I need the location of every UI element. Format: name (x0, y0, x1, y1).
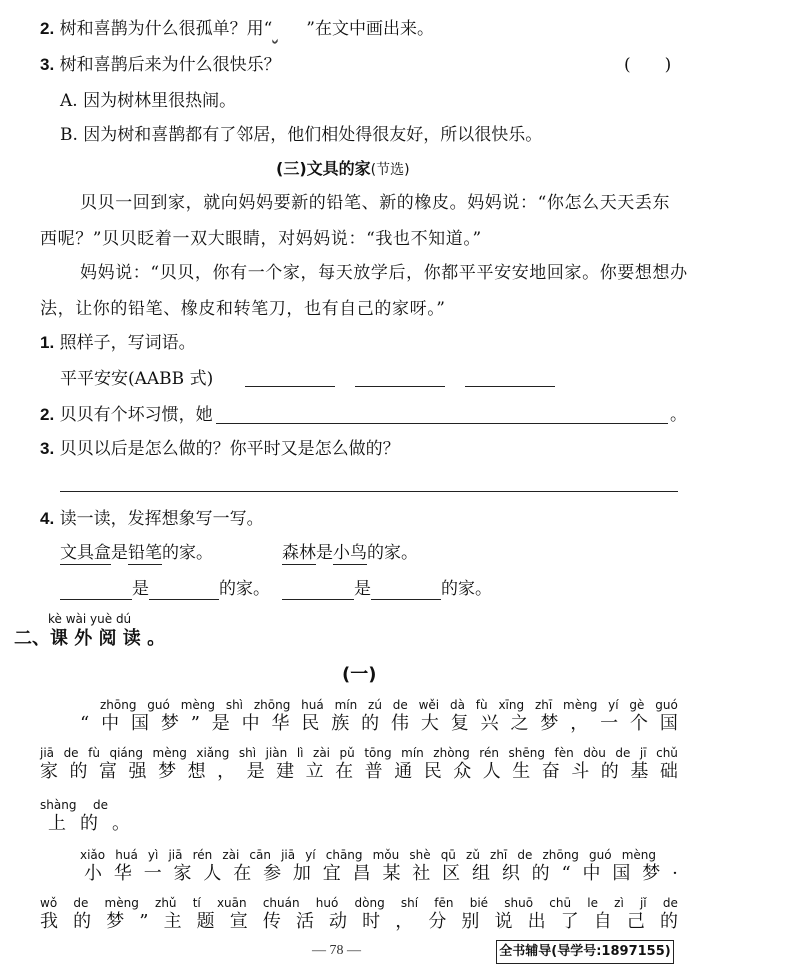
pinyin-token: zhōng (253, 698, 291, 712)
hanzi-token: 的 (600, 761, 619, 782)
question-text: 读一读，发挥想象写一写。 (59, 509, 264, 529)
hanzi-token: 家 (40, 761, 58, 782)
example-subject: 森林 (282, 543, 316, 563)
question-text: 贝贝以后是怎么做的？你平时又是怎么做的？ (59, 439, 400, 459)
pinyin-token: mèng (180, 698, 215, 712)
question-number: 3. (40, 439, 55, 458)
pinyin-token: lì (296, 746, 304, 760)
pinyin-token: yì (147, 848, 159, 862)
hanzi-token: 普 (364, 761, 383, 782)
pinyin-token: huá (115, 848, 138, 862)
pinyin-token: yí (608, 698, 619, 712)
hanzi-token: 织 (501, 863, 520, 884)
hanzi-token: 之 (510, 713, 529, 734)
hanzi-token: 梦 (158, 761, 177, 782)
wavy-line-mark (272, 18, 306, 40)
pinyin-token: mǒu (372, 848, 400, 862)
pinyin-token: zhòng (433, 746, 470, 760)
pinyin-token: guó (655, 698, 678, 712)
pinyin-token: zài (313, 746, 331, 760)
pinyin-token: fù (475, 698, 488, 712)
hanzi-token: 的 (73, 911, 92, 932)
hanzi-token: 通 (394, 761, 413, 782)
hanzi-token: 别 (461, 911, 480, 932)
pinyin-token: zhī (490, 848, 508, 862)
pinyin-token: mèng (152, 746, 187, 760)
pinyin-token: mèng (621, 848, 656, 862)
hanzi-row-2 (40, 760, 678, 784)
pinyin-token: zhōng (100, 698, 137, 712)
hanzi-token: · (672, 863, 678, 884)
pinyin-row-4 (80, 848, 656, 862)
hanzi-token: 家 (173, 863, 192, 884)
hanzi-token: 宜 (322, 863, 341, 884)
footer-badge: 全书辅导(导学号:1897155) (496, 940, 674, 964)
pinyin-token: chāng (325, 848, 363, 862)
hanzi-token: 题 (196, 911, 215, 932)
hanzi-token: 强 (128, 761, 147, 782)
pinyin-token: yí (305, 848, 316, 862)
pinyin-token: chǔ (656, 746, 678, 760)
pinyin-token: jī (639, 746, 647, 760)
pinyin-token: wǒ (40, 896, 58, 910)
hanzi-token: 参 (263, 863, 282, 884)
passage-line-1: 贝贝一回到家，就向妈妈要新的铅笔、新的橡皮。妈妈说：“你怎么天天丢东 (80, 193, 671, 213)
hanzi-token: 了 (560, 911, 579, 932)
hanzi-token: 加 (292, 863, 311, 884)
pinyin-token: jiā (281, 848, 296, 862)
hanzi-token: 人 (482, 761, 501, 782)
pinyin-token: mín (401, 746, 424, 760)
question-end-mark: 。 (670, 405, 687, 425)
passage-line-2: 西呢？”贝贝眨着一双大眼睛，对妈妈说：“我也不知道。” (40, 229, 482, 249)
question-number: 2. (40, 19, 55, 38)
section-subtitle: (节选) (370, 162, 410, 178)
answer-line[interactable] (60, 491, 678, 492)
question-1 (40, 332, 196, 354)
hanzi-token: 的 (361, 713, 380, 734)
question-number: 3. (40, 55, 55, 74)
pinyin-token: jǐ (639, 896, 647, 910)
pinyin-token: chū (549, 896, 572, 910)
hanzi-token: 基 (630, 761, 649, 782)
pinyin-token: fēn (434, 896, 454, 910)
pinyin-token: gè (629, 698, 645, 712)
hanzi-token: 的 (80, 813, 98, 834)
hanzi-token: 国 (659, 713, 678, 734)
pinyin-row-2 (40, 746, 678, 760)
question-number: 2. (40, 405, 55, 424)
hanzi-token: 国 (130, 713, 149, 734)
pinyin-token: tōng (364, 746, 392, 760)
pinyin-token: xīng (498, 698, 525, 712)
pinyin-token: zú (368, 698, 382, 712)
pinyin-token: shēng (508, 746, 545, 760)
pinyin-token: xiǎo (80, 848, 106, 862)
pinyin-token: dòu (583, 746, 606, 760)
hanzi-token: 活 (295, 911, 314, 932)
hanzi-row-3 (48, 812, 130, 836)
hanzi-token: 兴 (480, 713, 499, 734)
example-object: 小鸟 (333, 543, 367, 563)
pinyin-token: shàng (40, 798, 77, 812)
hanzi-token: 的 (659, 911, 678, 932)
pinyin-token: wěi (418, 698, 440, 712)
pinyin-token: de (392, 698, 408, 712)
hanzi-token: 说 (494, 911, 513, 932)
question-text: 贝贝有个坏习惯，她 (59, 405, 213, 425)
hanzi-token: 传 (262, 911, 281, 932)
question-number: 4. (40, 509, 55, 528)
pinyin-token: rén (192, 848, 213, 862)
hanzi-token: 是 (246, 761, 265, 782)
hanzi-token: “ (80, 713, 90, 734)
pinyin-token: shè (409, 848, 431, 862)
pinyin-token: cān (249, 848, 271, 862)
hanzi-token: 我 (40, 911, 58, 932)
hanzi-token: 人 (203, 863, 222, 884)
example-end: 的家。 (367, 543, 418, 563)
hanzi-token: 国 (612, 863, 631, 884)
section-title-text: (三)文具的家 (276, 159, 371, 178)
example-verb: 是 (111, 543, 128, 563)
pinyin-row-3 (40, 798, 108, 812)
hanzi-token: “ (561, 863, 571, 884)
pinyin-token: xiǎng (196, 746, 230, 760)
hanzi-token: 富 (99, 761, 118, 782)
hanzi-token: 中 (101, 713, 120, 734)
question-4 (40, 508, 264, 530)
answer-paren[interactable]: ( ) (624, 55, 672, 75)
pinyin-token: de (93, 798, 108, 812)
fill-end: 的家。 (219, 579, 270, 599)
pinyin-token: pǔ (339, 746, 355, 760)
hanzi-token: ” (139, 911, 149, 932)
answer-blank-3[interactable] (465, 386, 555, 387)
hanzi-token: 奋 (541, 761, 560, 782)
example-sentence-1 (60, 542, 213, 564)
example-verb: 是 (316, 543, 333, 563)
hanzi-token: 建 (276, 761, 295, 782)
hanzi-token: 梦 (106, 911, 125, 932)
fill-blank[interactable] (60, 583, 132, 600)
question-3 (40, 438, 400, 460)
example-object: 铅笔 (128, 543, 162, 563)
hanzi-token: ， (217, 761, 236, 782)
question-text: 照样子，写词语。 (59, 333, 196, 353)
pinyin-token: jiàn (265, 746, 288, 760)
hanzi-token: 中 (582, 863, 601, 884)
hanzi-token: ， (570, 713, 589, 734)
hanzi-token: 时 (362, 911, 381, 932)
hanzi-token: 昌 (352, 863, 371, 884)
question-number: 1. (40, 333, 55, 352)
pinyin-token: de (63, 746, 79, 760)
pinyin-token: qiáng (109, 746, 143, 760)
question-text-end: ”在文中画出来。 (306, 19, 434, 39)
hanzi-token: 社 (412, 863, 431, 884)
hanzi-token: 伟 (391, 713, 410, 734)
fill-sentence-2 (282, 578, 492, 600)
pinyin-token: de (73, 896, 89, 910)
hanzi-token: 出 (527, 911, 546, 932)
example-end: 的家。 (162, 543, 213, 563)
hanzi-token: 自 (593, 911, 612, 932)
reading-title: (一) (342, 664, 377, 685)
pinyin-token: qū (440, 848, 456, 862)
hanzi-token: 民 (301, 713, 320, 734)
pinyin-row-1 (100, 698, 678, 712)
hanzi-token: 。 (112, 813, 130, 834)
hanzi-token: 大 (420, 713, 439, 734)
pinyin-token: de (517, 848, 533, 862)
pinyin-token: chuán (262, 896, 300, 910)
pinyin-token: mèng (104, 896, 139, 910)
question-2-top (40, 18, 434, 40)
hanzi-token: 宣 (229, 911, 248, 932)
fill-verb: 是 (132, 579, 149, 599)
pinyin-token: jiā (168, 848, 183, 862)
option-b[interactable]: B. 因为树和喜鹊都有了邻居，他们相处得很友好，所以很快乐。 (60, 125, 543, 145)
passage-line-3: 妈妈说：“贝贝，你有一个家，每天放学后，你都平平安安地回家。你要想想办 (80, 263, 688, 283)
fill-verb: 是 (354, 579, 371, 599)
pinyin-token: dòng (354, 896, 385, 910)
example-subject: 文具盒 (60, 543, 111, 563)
hanzi-token: 在 (233, 863, 252, 884)
hanzi-token: 组 (471, 863, 490, 884)
hanzi-token: 的 (69, 761, 88, 782)
hanzi-token: 族 (331, 713, 350, 734)
pinyin-token: mèng (563, 698, 598, 712)
pinyin-token: zì (614, 896, 624, 910)
hanzi-token: 上 (48, 813, 66, 834)
answer-blank-1[interactable] (245, 386, 335, 387)
hanzi-row-4 (84, 862, 678, 886)
example-sentence-2 (282, 542, 418, 564)
pinyin-token: zhī (534, 698, 553, 712)
pinyin-token: jiā (40, 746, 55, 760)
hanzi-token: 梦 (642, 863, 661, 884)
pinyin-token: fù (88, 746, 100, 760)
hanzi-token: ” (190, 713, 200, 734)
option-a[interactable]: A. 因为树林里很热闹。 (60, 91, 237, 111)
hanzi-token: 中 (241, 713, 260, 734)
hanzi-token: 梦 (540, 713, 559, 734)
hanzi-token: 想 (187, 761, 206, 782)
section-title (276, 158, 410, 181)
hanzi-row-5 (40, 910, 678, 934)
hanzi-token: 础 (659, 761, 678, 782)
pinyin-token: huó (315, 896, 339, 910)
hanzi-token: 区 (442, 863, 461, 884)
pinyin-token: mín (334, 698, 358, 712)
question-text: 树和喜鹊为什么很孤单？用“ (59, 19, 273, 39)
pinyin-token: guó (147, 698, 170, 712)
pinyin-token: de (615, 746, 631, 760)
fill-blank[interactable] (282, 583, 354, 600)
hanzi-token: 动 (329, 911, 348, 932)
pinyin-token: xuān (216, 896, 247, 910)
answer-line[interactable] (216, 423, 668, 424)
pinyin-token: shuō (504, 896, 534, 910)
question-2 (40, 404, 213, 426)
page-number: — 78 — (312, 943, 361, 958)
pinyin-token: shì (225, 698, 244, 712)
hanzi-token: 是 (211, 713, 230, 734)
pinyin-token: le (587, 896, 598, 910)
answer-blank-2[interactable] (355, 386, 445, 387)
pinyin-token: zài (222, 848, 240, 862)
pinyin-token: bié (469, 896, 489, 910)
pinyin-token: de (662, 896, 678, 910)
passage-line-4: 法，让你的铅笔、橡皮和转笔刀，也有自己的家呀。” (40, 299, 446, 319)
pinyin-token: rén (479, 746, 499, 760)
question-text: 树和喜鹊后来为什么很快乐？ (59, 55, 281, 75)
hanzi-token: 个 (630, 713, 649, 734)
pinyin-token: zǔ (466, 848, 480, 862)
pinyin-token: zhōng (542, 848, 579, 862)
hanzi-token: 主 (163, 911, 182, 932)
pinyin-token: dà (449, 698, 465, 712)
part-title: 二、课 外 阅 读 。 (14, 628, 166, 649)
hanzi-token: 在 (335, 761, 354, 782)
fill-end: 的家。 (441, 579, 492, 599)
example-word: 平平安安(AABB 式) (60, 369, 214, 389)
hanzi-token: 复 (450, 713, 469, 734)
pinyin-token: shí (400, 896, 419, 910)
pinyin-token: shì (238, 746, 257, 760)
hanzi-token: 华 (113, 863, 132, 884)
hanzi-token: 民 (423, 761, 442, 782)
fill-blank[interactable] (371, 583, 441, 600)
hanzi-token: 立 (305, 761, 324, 782)
hanzi-token: 的 (531, 863, 550, 884)
pinyin-token: guó (589, 848, 612, 862)
hanzi-token: 己 (626, 911, 645, 932)
hanzi-token: 生 (512, 761, 531, 782)
hanzi-token: 小 (84, 863, 102, 884)
hanzi-token: 斗 (571, 761, 590, 782)
hanzi-row-1 (80, 712, 678, 736)
hanzi-token: 一 (143, 863, 162, 884)
hanzi-token: ， (395, 911, 414, 932)
pinyin-row-5 (40, 896, 678, 910)
hanzi-token: 华 (271, 713, 290, 734)
pinyin-token: huá (301, 698, 324, 712)
pinyin-token: zhǔ (155, 896, 177, 910)
hanzi-token: 某 (382, 863, 401, 884)
hanzi-token: 众 (453, 761, 472, 782)
part-title-pinyin: kè wài yuè dú (48, 612, 132, 626)
question-3-top (40, 54, 281, 76)
hanzi-token: 梦 (160, 713, 179, 734)
fill-blank[interactable] (149, 583, 219, 600)
hanzi-token: 一 (600, 713, 619, 734)
pinyin-token: tí (192, 896, 201, 910)
hanzi-token: 分 (428, 911, 447, 932)
pinyin-token: fèn (554, 746, 574, 760)
fill-sentence-1 (60, 578, 270, 600)
